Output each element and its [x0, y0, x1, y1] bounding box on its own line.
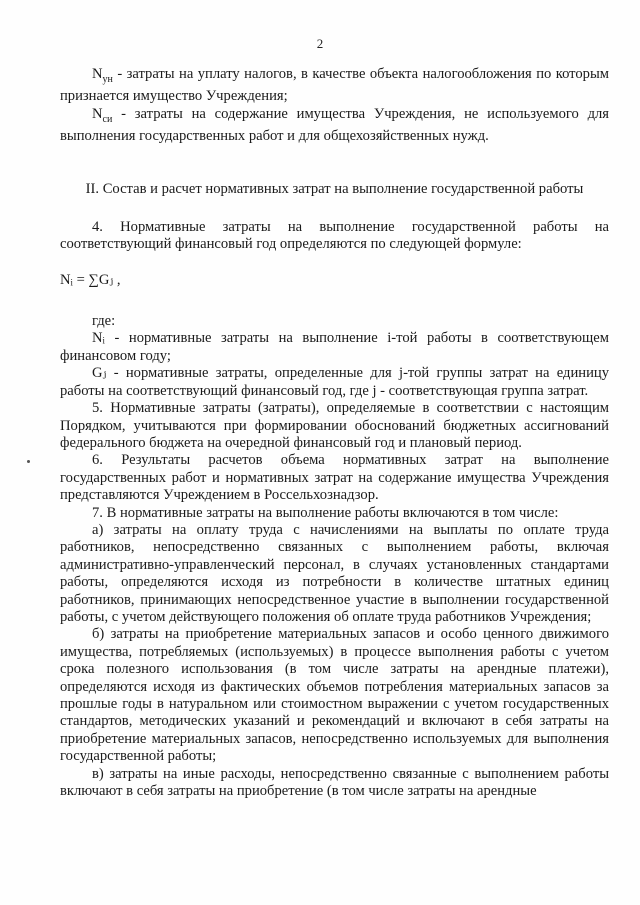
section-title: II. Состав и расчет нормативных затрат на выполнение государственной работы	[85, 181, 584, 198]
definition-ni: Nᵢ - нормативные затраты на выполнение i-той работы в соответствующем финансовом году;	[60, 330, 609, 364]
paragraph-4: 4. Нормативные затраты на выполнение государственной работы на соответствующий финансовый год определяются по следующей формуле:	[60, 218, 609, 253]
paragraph-7a: а) затраты на оплату труда с начислениями на выплаты по оплате труда работников, непосредственно связанных с выполнением работы, включая административно-управленческий персонал, в случаях установленных стандартами работы, определяются исходя из потребности в количестве штатных единиц работников, принимающих непосредственное участие в выполнении государственной работы, с учетом действующего положения об оплате труда работников Учреждения;	[60, 521, 609, 625]
paragraph-7b: б) затраты на приобретение материальных запасов и особо ценного движимого имущества, потребляемых (используемых) в процессе выполнения работы с учетом срока полезного использования (в том числе затраты на арендные платежи), определяются исходя из фактических объемов потребления материальных запасов за прошлые годы в натуральном или стоимостном выражении с учетом государственных стандартов, методических указаний и рекомендаций и включают в себя затраты на приобретение материальных запасов, непосредственно используемых для выполнения государственной работы;	[60, 626, 609, 765]
paragraph-5: 5. Нормативные затраты (затраты), определяемые в соответствии с настоящим Порядком, учитываются при формировании обоснований бюджетных ассигнований федерального бюджета на очередной финансовый год и плановый период.	[60, 400, 609, 451]
definition-n-un	[60, 66, 609, 106]
where-label: где:	[92, 313, 116, 330]
paragraph-7: 7. В нормативные затраты на выполнение работы включаются в том числе:	[92, 504, 559, 521]
page-number: 2	[316, 36, 324, 51]
definition-gj: Gⱼ - нормативные затраты, определенные для j-той группы затрат на единицу работы на соответствующий финансовый год, где j - соответствующая группа затрат.	[60, 365, 609, 399]
scan-speck	[27, 460, 30, 463]
subscript-si: си	[102, 113, 113, 125]
symbol-n: N	[92, 105, 103, 122]
definition-n-si-text: - затраты на содержание имущества Учреждения, не используемого для выполнения государственных работ и для общехозяйственных нужд.	[60, 105, 609, 145]
paragraph-6: 6. Результаты расчетов объема нормативных затрат на выполнение государственных работ и нормативных затрат на содержание имущества Учреждения представляются Учреждением в Россельхознадзор.	[60, 452, 609, 504]
symbol-n: N	[92, 66, 103, 82]
definition-n-un-text: - затраты на уплату налогов, в качестве объекта налогообложения по которым признается имущество Учреждения;	[60, 66, 609, 105]
document-body	[60, 66, 609, 800]
subscript-un: ун	[102, 73, 113, 85]
paragraph-7v: в) затраты на иные расходы, непосредственно связанные с выполнением работы включают в себя затраты на приобретение (в том числе затраты на арендные	[60, 765, 609, 800]
definition-n-si	[60, 106, 609, 146]
formula: Nᵢ = ∑Gⱼ ,	[60, 271, 121, 288]
